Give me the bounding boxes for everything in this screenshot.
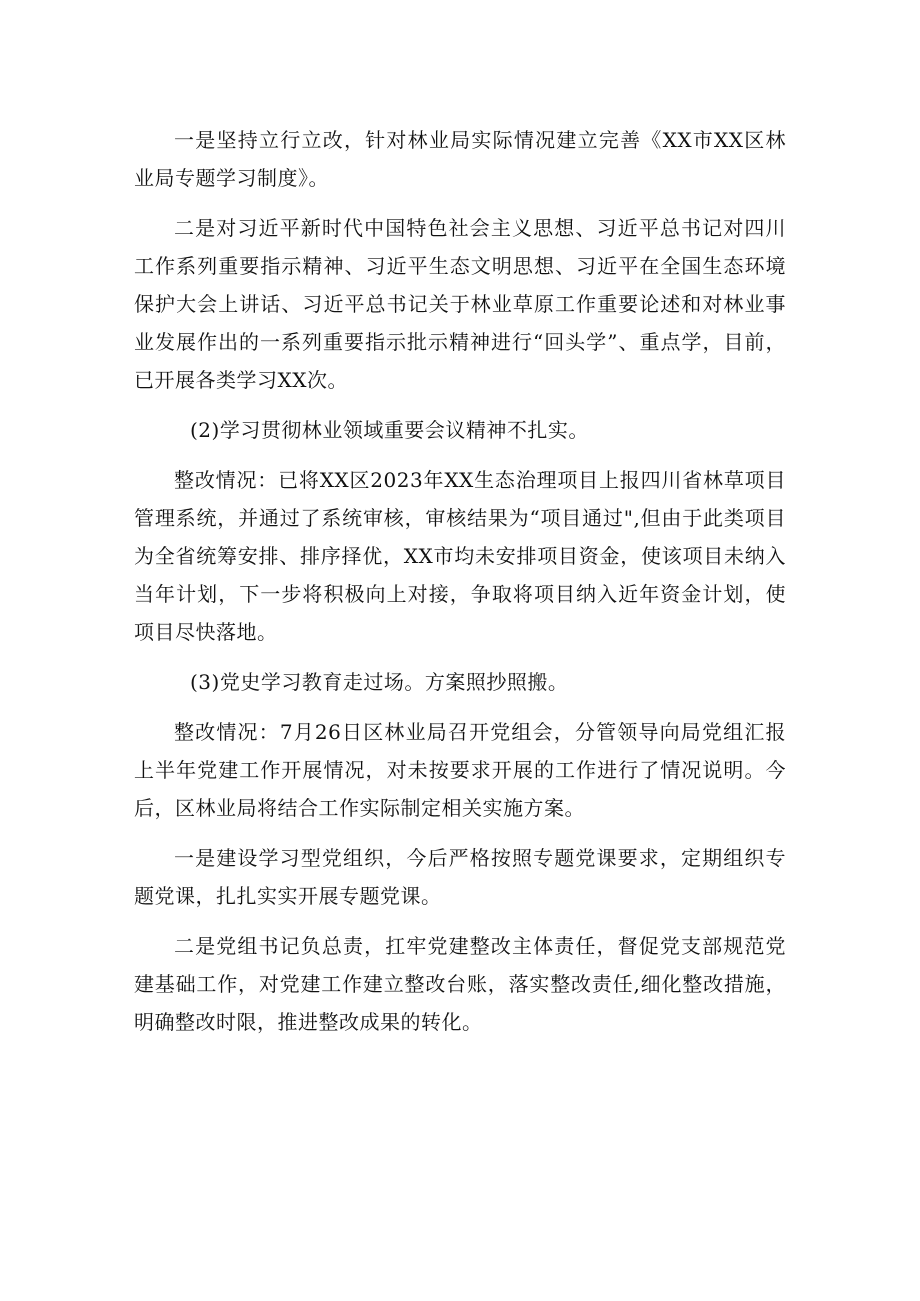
paragraph-3: 整改情况：已将XX区2023年XX生态治理项目上报四川省林草项目管理系统，并通过了系统审核，审核结果为“项目通过",但由于此类项目为全省统筹安排、排序择优，XX市均未安排项目资金，使该项目未纳入当年计划，下一步将积极向上对接，争取将项目纳入近年资金计划，使项目尽快落地。 <box>134 468 786 644</box>
paragraph-2: 二是对习近平新时代中国特色社会主义思想、习近平总书记对四川工作系列重要指示精神、习近平生态文明思想、习近平在全国生态环境保护大会上讲话、习近平总书记关于林业草原工作重要论述和对林业事业发展作出的一系列重要指示批示精神进行“回头学”、重点学，目前，已开展各类学习XX次。 <box>134 216 786 392</box>
document-body <box>134 121 786 1053</box>
paragraph-5: 一是建设学习型党组织，今后严格按照专题党课要求，定期组织专题党课，扎扎实实开展专题党课。 <box>134 846 786 908</box>
section-heading-2: (2)学习贯彻林业领域重要会议精神不扎实。 <box>190 418 589 442</box>
section-heading-3: (3)党史学习教育走过场。方案照抄照搬。 <box>190 670 569 694</box>
paragraph-4: 整改情况：7月26日区林业局召开党组会，分管领导向局党组汇报上半年党建工作开展情况，对未按要求开展的工作进行了情况说明。今后，区林业局将结合工作实际制定相关实施方案。 <box>134 720 786 820</box>
paragraph-1: 一是坚持立行立改，针对林业局实际情况建立完善《XX市XX区林业局专题学习制度》。 <box>134 128 786 190</box>
paragraph-6: 二是党组书记负总责，扛牢党建整改主体责任，督促党支部规范党建基础工作，对党建工作建立整改台账，落实整改责任,细化整改措施，明确整改时限，推进整改成果的转化。 <box>134 934 786 1034</box>
